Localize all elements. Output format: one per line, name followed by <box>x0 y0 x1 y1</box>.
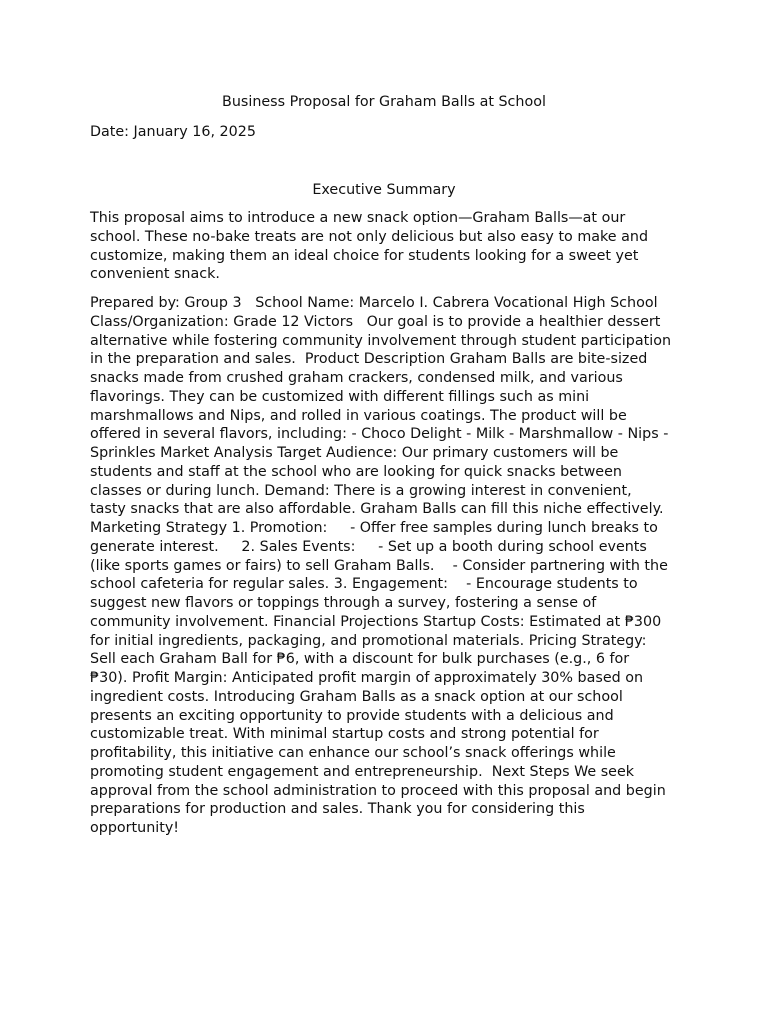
text-line: ingredient costs. Introducing Graham Balls as a snack option at our school <box>90 688 623 705</box>
text-line: alternative while fostering community involvement through student participation <box>90 332 671 349</box>
text-line: offered in several flavors, including: - Choco Delight - Milk - Marshmallow - Nips - <box>90 426 669 443</box>
text-line: customizable treat. With minimal startup costs and strong potential for <box>90 726 599 743</box>
text-line: profitability, this initiative can enhance our school’s snack offerings while <box>90 745 616 761</box>
text-line: ₱30). Profit Margin: Anticipated profit margin of approximately 30% based on <box>90 670 644 686</box>
text-line: school cafeteria for regular sales. 3. Engagement: - Encourage students to <box>90 576 638 593</box>
text-line: flavorings. They can be customized with different fillings such as mini <box>90 388 590 405</box>
text-line: presents an exciting opportunity to provide students with a delicious and <box>90 707 614 724</box>
document-title: Business Proposal for Graham Balls at School <box>222 94 546 110</box>
text-line: preparations for production and sales. Thank you for considering this <box>90 801 585 818</box>
text-line: Class/Organization: Grade 12 Victors Our goal is to provide a healthier dessert <box>90 313 661 330</box>
text-line: classes or during lunch. Demand: There is a growing interest in convenient, <box>90 482 632 499</box>
text-line: suggest new flavors or toppings through a survey, fostering a sense of <box>90 595 597 611</box>
text-line: This proposal aims to introduce a new snack option—Graham Balls—at our <box>90 210 626 226</box>
text-line: community involvement. Financial Projections Startup Costs: Estimated at ₱300 <box>90 613 662 630</box>
text-line: tasty snacks that are also affordable. Graham Balls can fill this niche effectively. <box>90 501 664 518</box>
text-line: promoting student engagement and entrepreneurship. Next Steps We seek <box>90 763 635 780</box>
text-line: in the preparation and sales. Product Description Graham Balls are bite-sized <box>90 351 648 368</box>
text-line: Marketing Strategy 1. Promotion: - Offer free samples during lunch breaks to <box>90 520 658 536</box>
text-line: for initial ingredients, packaging, and promotional materials. Pricing Strategy: <box>90 632 647 649</box>
text-line: opportunity! <box>90 820 180 836</box>
text-line: convenient snack. <box>90 266 220 283</box>
intro-paragraph <box>90 209 648 284</box>
document-date: Date: January 16, 2025 <box>90 124 256 140</box>
text-line: students and staff at the school who are looking for quick snacks between <box>90 463 622 480</box>
text-line: (like sports games or fairs) to sell Graham Balls. - Consider partnering with the <box>90 557 668 574</box>
text-line: marshmallows and Nips, and rolled in various coatings. The product will be <box>90 407 627 424</box>
text-line: approval from the school administration to proceed with this proposal and begin <box>90 782 666 799</box>
section-heading-executive-summary: Executive Summary <box>312 182 456 198</box>
body-paragraph <box>90 294 671 838</box>
text-line: school. These no-bake treats are not only delicious but also easy to make and <box>90 228 649 245</box>
text-line: snacks made from crushed graham crackers, condensed milk, and various <box>90 370 623 386</box>
text-line: Sprinkles Market Analysis Target Audience: Our primary customers will be <box>90 445 619 461</box>
text-line: Sell each Graham Ball for ₱6, with a discount for bulk purchases (e.g., 6 for <box>90 651 630 668</box>
text-line: generate interest. 2. Sales Events: - Set up a booth during school events <box>90 538 647 555</box>
text-line: customize, making them an ideal choice for students looking for a sweet yet <box>90 247 639 264</box>
text-line: Prepared by: Group 3 School Name: Marcelo I. Cabrera Vocational High School <box>90 295 658 311</box>
